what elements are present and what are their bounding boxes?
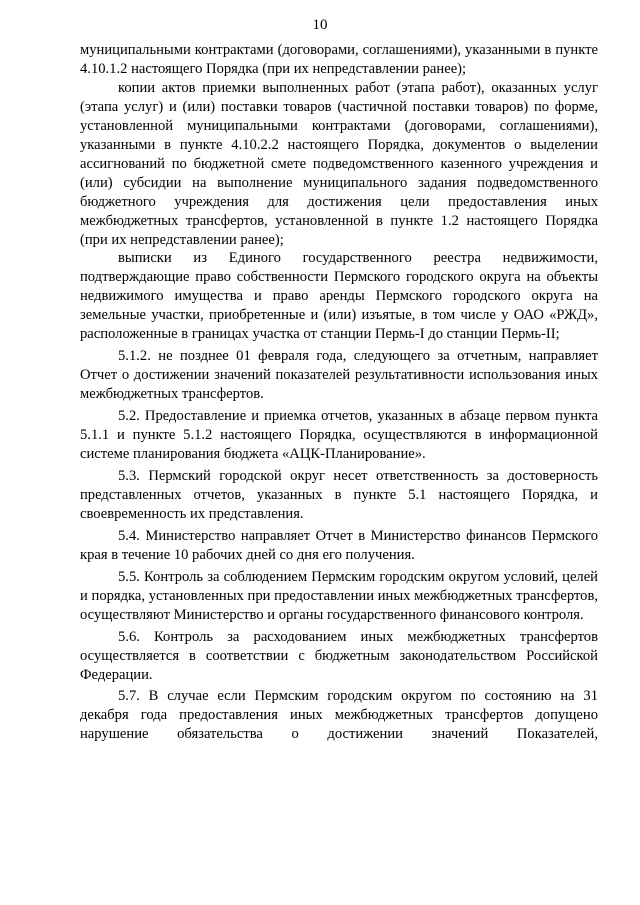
paragraph-contracts-reference: муниципальными контрактами (договорами, соглашениями), указанными в пункте 4.10.1.2 настоящего Порядка (при их непредставлении ранее); (80, 42, 598, 77)
document-body (80, 41, 598, 744)
paragraph-5-6: 5.6. Контроль за расходованием иных межбюджетных трансфертов осуществляется в соответствии с бюджетным законодательством Российской Федерации. (80, 628, 598, 683)
paragraph-registry-extracts: выписки из Единого государственного реестра недвижимости, подтверждающие право собственности Пермского городского округа на объекты недвижимого имущества и право аренды Пермского городского округа на земельные участки, приобретенные и (или) изъятые, в том числе у ОАО «РЖД», расположенные в границах участка от станции Пермь-I до станции Пермь-II; (80, 250, 598, 343)
paragraph-5-1-2: 5.1.2. не позднее 01 февраля года, следующего за отчетным, направляет Отчет о достижении значений показателей результативности использования иных межбюджетных трансфертов. (80, 348, 598, 403)
paragraph-5-2: 5.2. Предоставление и приемка отчетов, указанных в абзаце первом пункта 5.1.1 и пункте 5.1.2 настоящего Порядка, осуществляются в информационной системе планирования бюджета «АЦК-Планирование». (80, 408, 598, 463)
paragraph-5-7: 5.7. В случае если Пермским городским округом по состоянию на 31 декабря года предоставления иных межбюджетных трансфертов допущено нарушение обязательства о достижении значений Показателей, (80, 688, 598, 743)
paragraph-5-4: 5.4. Министерство направляет Отчет в Министерство финансов Пермского края в течение 10 рабочих дней со дня его получения. (80, 527, 598, 563)
page-number: 10 (312, 17, 328, 33)
paragraph-acceptance-acts: копии актов приемки выполненных работ (этапа работ), оказанных услуг (этапа услуг) и (или) поставки товаров (частичной поставки товаров) по форме, установленной муниципальными контрактами (договорами, соглашениями), указанными в пункте 4.10.2.2 настоящего Порядка, документов о выделении ассигнований по бюджетной смете подведомственного казенного учреждения и (или) субсидии на выполнение муниципального задания подведомственного бюджетного учреждения для достижения цели предоставления иных межбюджетных трансфертов, установленной в пункте 1.2 настоящего Порядка (при их непредставлении ранее); (80, 79, 598, 248)
paragraph-5-3: 5.3. Пермский городской округ несет ответственность за достоверность представленных отчетов, указанных в пункте 5.1 настоящего Порядка, и своевременность их представления. (80, 467, 598, 522)
paragraph-5-5: 5.5. Контроль за соблюдением Пермским городским округом условий, целей и порядка, установленных при предоставлении иных межбюджетных трансфертов, осуществляют Министерство и органы государственного финансового контроля. (80, 568, 598, 623)
